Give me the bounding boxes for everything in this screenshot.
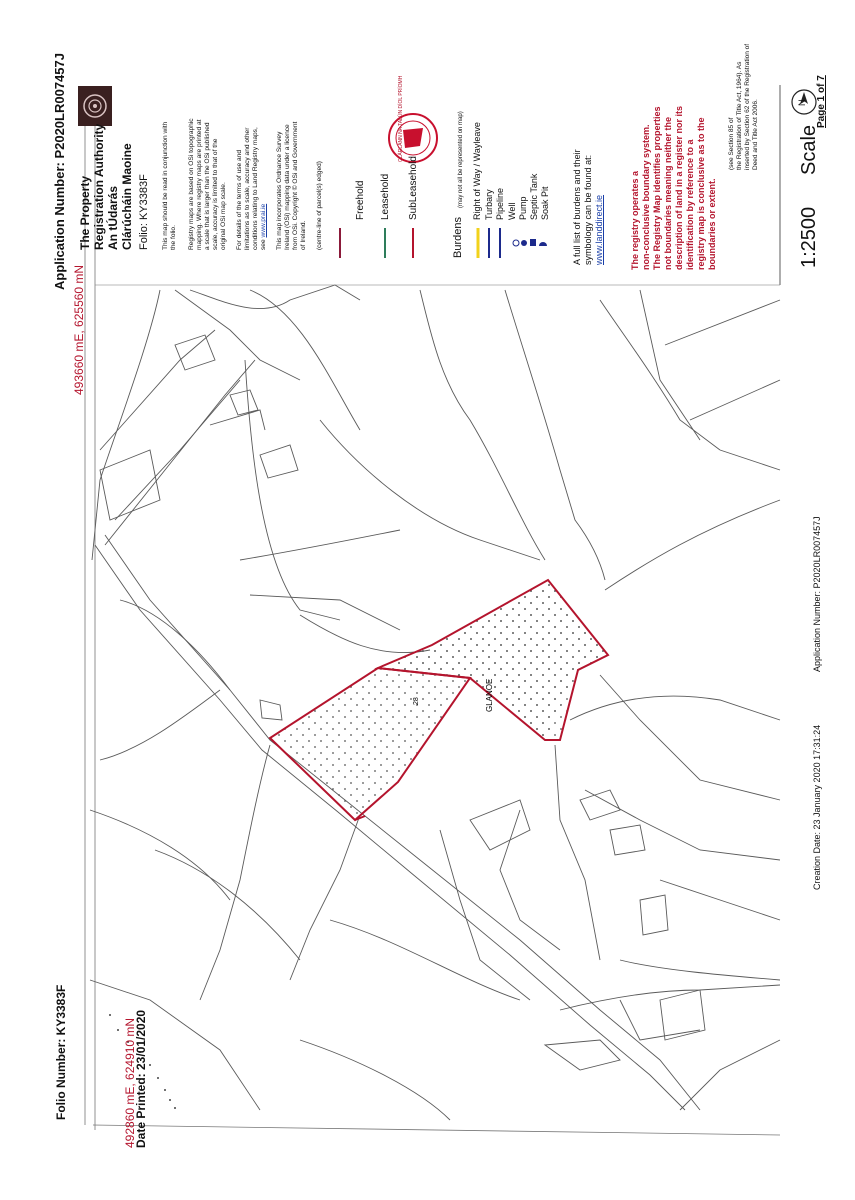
burden-pump: Pump (518, 196, 528, 220)
disclaimer: The registry operates a non-conclusive boundary system. The Registry Map identifies properties not boundaries meaning neither the description of land in a register nor its identification by reference to a registry map is conclusive as to the boundaries or extent. (630, 105, 717, 270)
authority-line-2: Registration Authority (92, 123, 106, 250)
scale-label: Scale (798, 124, 820, 175)
note-based-on: Registry maps are based on OSi topographic mapping. Where registry maps are printed at a scale that is larger than the OSi published scale, accuracy is limited to that of the original OSi map scale. (188, 118, 227, 250)
full-list-note: A full list of burdens and their symbology can be found at: www.landdirect.ie (572, 149, 604, 265)
burdens-note: (may not all be represented on map) (458, 111, 464, 208)
coordinate-top: 493660 mE, 625560 mN (72, 264, 86, 395)
burden-symbols (513, 239, 547, 246)
application-number-header: Application Number: P2020LR007457J (52, 53, 67, 290)
prai-link[interactable]: www.prai.ie (260, 203, 267, 238)
creation-date: Creation Date: 23 January 2020 17:31:24 (812, 724, 822, 890)
soak-pit-symbol (539, 242, 547, 246)
north-label: N (797, 99, 807, 106)
land-registry-seal (389, 114, 437, 162)
parcel-number-label: 28 (413, 697, 420, 705)
seal-text: CLÁRLANN NA TALÚN DÍOL PRÍOMH (398, 75, 404, 162)
disclaimer-tail: (see Section 85 of the Registration of Title Act, 1964). As inserted by Section 62 of the Registration of Deed and Title Act 2006. (728, 43, 759, 170)
burden-well: Well (507, 202, 517, 220)
pump-symbol (521, 240, 527, 246)
date-printed: Date Printed: 23/01/2020 (134, 1009, 148, 1148)
burden-turbary: Turbary (484, 189, 494, 220)
folio-label: Folio: KY3383F (138, 174, 150, 250)
pra-logo (78, 86, 112, 126)
well-symbol (513, 240, 519, 246)
landdirect-link[interactable]: www.landdirect.ie (594, 194, 604, 265)
authority-line-3: An tÚdarás (106, 185, 120, 250)
application-number-footer: Application Number: P2020LR007457J (812, 516, 822, 672)
coordinate-bottom: 492860 mE, 624910 mN (123, 1017, 137, 1148)
scale-value: 1:2500 (798, 206, 820, 268)
burden-right-of-way: Right of Way / Wayleave (472, 122, 482, 220)
note-osi: This map incorporates Ordnance Survey Ireland (OSi) mapping data under a licence from OSi. Copyright © OSi and Government of Ireland. (276, 121, 307, 250)
authority-line-4: Clárúcháin Maoine (120, 143, 134, 250)
note-read-with: This map should be read in conjunction with the folio. (162, 121, 177, 250)
folio-number-header: Folio Number: KY3383F (54, 984, 68, 1120)
legend-freehold: Freehold (355, 180, 366, 220)
legend-centre-line: (centre-line of parcel(s) edged) (316, 161, 323, 250)
note-terms: For details of the terms of use and limitations as to scale, accuracy and other conditions relating to Land Registry maps, see www.prai.ie (236, 127, 267, 250)
townland-label: GLANOE (485, 678, 494, 712)
burden-pipeline: Pipeline (495, 187, 505, 220)
legend-swatches (340, 228, 500, 258)
legend-leasehold: Leasehold (380, 173, 391, 220)
burden-septic-tank: Septic Tank (529, 173, 539, 220)
page-indicator: Page 1 of 7 (816, 75, 827, 128)
legend-subleasehold: SubLeasehold (408, 156, 419, 220)
burden-soak-pit: Soak Pit (540, 186, 550, 220)
burdens-title: Burdens (452, 217, 464, 258)
septic-tank-symbol (530, 239, 536, 246)
authority-line-1: The Property (78, 175, 92, 250)
